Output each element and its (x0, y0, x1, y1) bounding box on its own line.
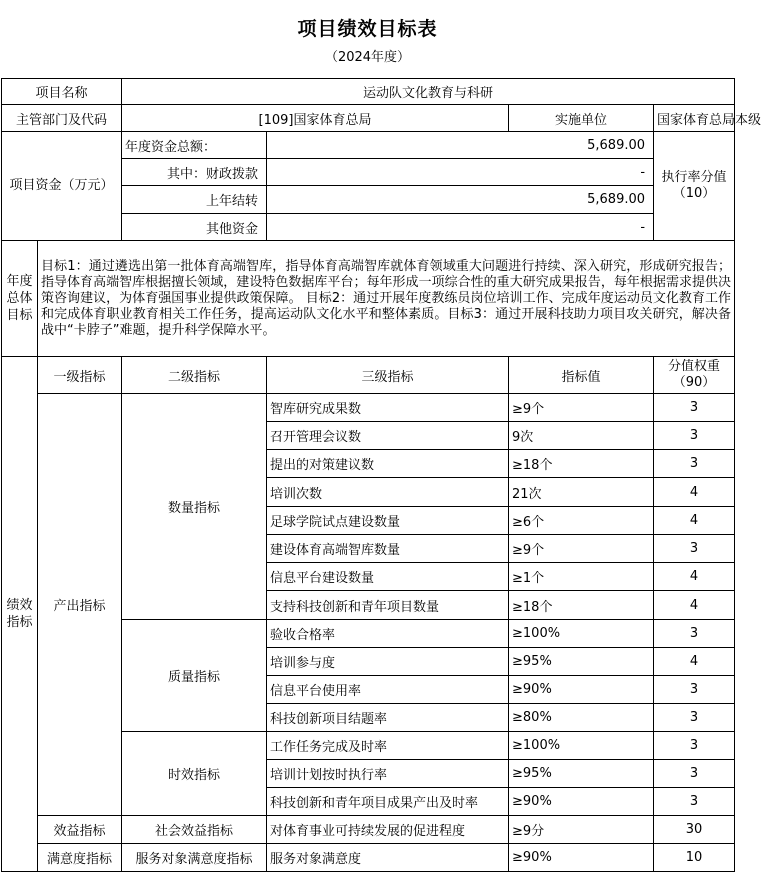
implementer: 国家体育总局本级 (654, 105, 735, 132)
indicator-weight: 3 (654, 620, 735, 648)
annual-goal-text: 目标1：通过遴选出第一批体育高端智库，指导体育高端智库就体育领域重大问题进行持续、深入研究，形成研究报告；指导体育高端智库根据擅长领域，建设特色数据库平台；每年形成一项综合性的重大研究成果报告，每年根据需求提供决策咨询建议，为体育强国事业提供政策保障。 目标2：通过开展年度教练员岗位培训工作、完成年度运动员文化教育工作和完成体育职业教育相关工作任务，提高运动队文化水平和整体素质。目标3：通过开展科技助力项目攻关研究，解决备战中“卡脖子”难题，提升科学保障水平。 (38, 241, 735, 357)
indicator-name: 召开管理会议数 (267, 422, 509, 450)
indicator-weight: 3 (654, 704, 735, 732)
funds-total-label: 年度资金总额： (122, 132, 267, 159)
social-benefit-indicator: 社会效益指标 (122, 816, 267, 844)
indicator-name: 信息平台建设数量 (267, 563, 509, 591)
service-satisfaction-indicator: 服务对象满意度指标 (122, 844, 267, 872)
indicator-name: 对体育事业可持续发展的促进程度 (267, 816, 509, 844)
header-level3: 三级指标 (267, 357, 509, 394)
indicator-value: ≥9分 (509, 816, 654, 844)
indicator-weight: 10 (654, 844, 735, 872)
project-name: 运动队文化教育与科研 (122, 79, 735, 105)
funds-carryover-label: 上年结转 (122, 186, 267, 214)
quality-indicator: 质量指标 (122, 620, 267, 732)
indicator-weight: 30 (654, 816, 735, 844)
funds-other-value: - (267, 214, 654, 241)
indicator-name: 科技创新和青年项目成果产出及时率 (267, 788, 509, 816)
indicator-name: 信息平台使用率 (267, 676, 509, 704)
indicator-weight: 4 (654, 507, 735, 535)
indicator-name: 培训次数 (267, 478, 509, 507)
indicator-value: ≥90% (509, 844, 654, 872)
indicator-weight: 4 (654, 648, 735, 676)
indicator-value: ≥95% (509, 760, 654, 788)
indicator-weight: 3 (654, 732, 735, 760)
satisfaction-indicator: 满意度指标 (38, 844, 122, 872)
indicator-name: 服务对象满意度 (267, 844, 509, 872)
project-name-label: 项目名称 (2, 79, 122, 105)
indicator-name: 科技创新项目结题率 (267, 704, 509, 732)
funds-label: 项目资金（万元） (2, 132, 122, 241)
output-indicator: 产出指标 (38, 394, 122, 816)
funds-carryover-value: 5,689.00 (267, 186, 654, 214)
indicator-name: 支持科技创新和青年项目数量 (267, 591, 509, 620)
indicator-name: 足球学院试点建设数量 (267, 507, 509, 535)
indicator-name: 智库研究成果数 (267, 394, 509, 422)
indicator-value: ≥9个 (509, 394, 654, 422)
indicator-name: 提出的对策建议数 (267, 450, 509, 478)
indicator-weight: 3 (654, 422, 735, 450)
indicator-value: ≥18个 (509, 591, 654, 620)
indicator-value: ≥9个 (509, 535, 654, 563)
indicator-weight: 3 (654, 676, 735, 704)
indicator-value: 21次 (509, 478, 654, 507)
benefit-indicator: 效益指标 (38, 816, 122, 844)
indicator-weight: 4 (654, 478, 735, 507)
indicator-weight: 3 (654, 535, 735, 563)
indicator-value: ≥100% (509, 732, 654, 760)
indicators-section-label: 绩效指标 (2, 357, 38, 872)
funds-fiscal-value: - (267, 159, 654, 186)
annual-goal-label: 年度总体目标 (2, 241, 38, 357)
implementer-label: 实施单位 (509, 105, 654, 132)
fiscal-year: （2024年度） (324, 50, 411, 65)
indicator-name: 培训计划按时执行率 (267, 760, 509, 788)
indicator-weight: 4 (654, 591, 735, 620)
quantity-indicator: 数量指标 (122, 394, 267, 620)
indicator-value: ≥6个 (509, 507, 654, 535)
header-level2: 二级指标 (122, 357, 267, 394)
indicator-value: ≥100% (509, 620, 654, 648)
funds-fiscal-label: 其中：财政拨款 (122, 159, 267, 186)
indicator-name: 建设体育高端智库数量 (267, 535, 509, 563)
execution-rate-label: 执行率分值（10） (654, 132, 735, 241)
funds-other-label: 其他资金 (122, 214, 267, 241)
header-weight: 分值权重（90） (654, 357, 735, 394)
indicator-name: 培训参与度 (267, 648, 509, 676)
indicator-value: ≥80% (509, 704, 654, 732)
indicator-value: 9次 (509, 422, 654, 450)
header-level1: 一级指标 (38, 357, 122, 394)
indicator-value: ≥1个 (509, 563, 654, 591)
funds-total-value: 5,689.00 (267, 132, 654, 159)
indicator-name: 工作任务完成及时率 (267, 732, 509, 760)
department: [109]国家体育总局 (122, 105, 509, 132)
indicator-value: ≥95% (509, 648, 654, 676)
indicator-weight: 3 (654, 788, 735, 816)
indicator-weight: 3 (654, 450, 735, 478)
indicator-weight: 4 (654, 563, 735, 591)
department-label: 主管部门及代码 (2, 105, 122, 132)
indicator-value: ≥90% (509, 676, 654, 704)
indicator-weight: 3 (654, 760, 735, 788)
performance-target-table (1, 78, 761, 872)
indicator-name: 验收合格率 (267, 620, 509, 648)
timeliness-indicator: 时效指标 (122, 732, 267, 816)
indicator-weight: 3 (654, 394, 735, 422)
indicator-value: ≥90% (509, 788, 654, 816)
indicator-value: ≥18个 (509, 450, 654, 478)
header-value: 指标值 (509, 357, 654, 394)
page-title: 项目绩效目标表 (297, 18, 438, 40)
